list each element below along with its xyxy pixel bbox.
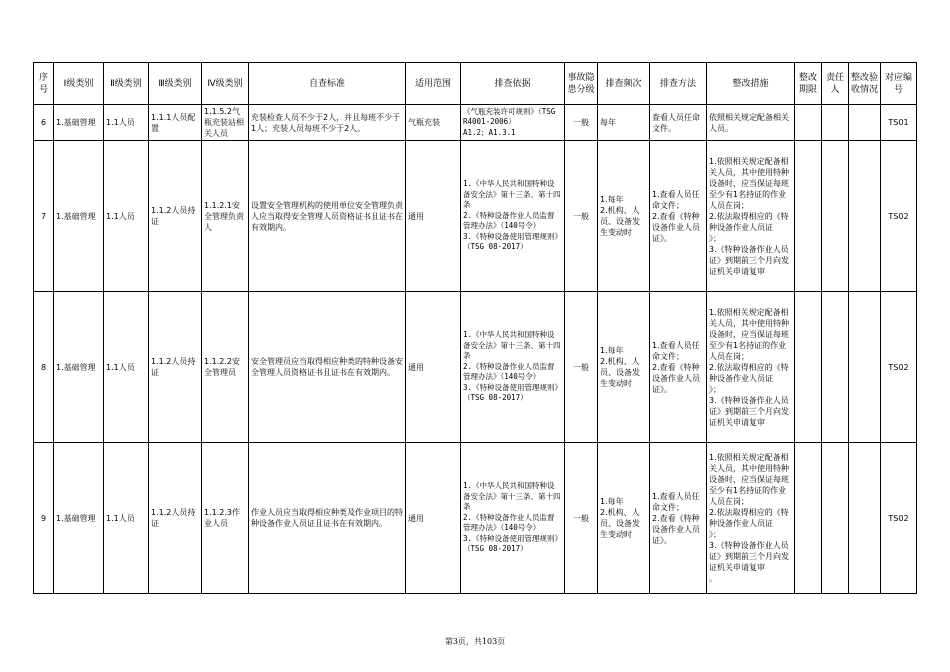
cell-scope: 通用 [406, 292, 461, 443]
cell-standard: 充装检查人员不少于2人，并且每班不少于1人；充装人员每班不少于2人。 [249, 105, 406, 141]
cell-deadline [795, 141, 822, 292]
table-row [34, 443, 917, 594]
header-method: 排查方法 [650, 63, 707, 105]
header-owner: 责任人 [822, 63, 849, 105]
header-scope: 适用范围 [406, 63, 461, 105]
cell-frequency: 每年 [598, 105, 650, 141]
cell-acceptance [849, 141, 881, 292]
page-footer: 第3页，共103页 [444, 637, 506, 646]
cell-level-4: 1.1.2.3作业人员 [202, 443, 249, 594]
cell-measures: 1.依照相关规定配备相关人员，其中使用特种设备时，应当保证每班至少有1名持证的作业人员在岗； 2.依法取得相应的《特种设备作业人员证 》； 3.《特种设备作业人员证》到期前三个月向发证机关申请复审 。 [707, 443, 795, 594]
cell-no: 7 [34, 141, 54, 292]
cell-acceptance [849, 292, 881, 443]
cell-level-2: 1.1人员 [104, 443, 149, 594]
cell-level-3: 1.1.2人员持证 [149, 141, 202, 292]
cell-grade: 一般 [565, 292, 598, 443]
cell-level-2: 1.1人员 [104, 105, 149, 141]
cell-acceptance [849, 105, 881, 141]
cell-no: 6 [34, 105, 54, 141]
cell-level-4: 1.1.2.1安全管理负责人 [202, 141, 249, 292]
cell-basis: 1.《中华人民共和国特种设备安全法》第十三条、第十四条 2.《特种设备作业人员监督管理办法》（140号令） 3.《特种设备使用管理规则》（TSG 08-2017） [461, 292, 565, 443]
cell-no: 8 [34, 292, 54, 443]
header-acceptance: 整改验收情况 [849, 63, 881, 105]
cell-basis: 1.《中华人民共和国特种设备安全法》第十三条、第十四条 2.《特种设备作业人员监督管理办法》（140号令） 3.《特种设备使用管理规则》（TSG 08-2017） [461, 443, 565, 594]
header-deadline: 整改期限 [795, 63, 822, 105]
cell-code: TS01 [881, 105, 917, 141]
cell-standard: 作业人员应当取得相应种类及作业项目的特种设备作业人员证且证书在有效期内。 [249, 443, 406, 594]
cell-grade: 一般 [565, 105, 598, 141]
cell-level-3: 1.1.2人员持证 [149, 292, 202, 443]
cell-basis: 1.《中华人民共和国特种设备安全法》第十三条、第十四条 2.《特种设备作业人员监督管理办法》（140号令） 3.《特种设备使用管理规则》（TSG 08-2017） [461, 141, 565, 292]
table-row [34, 292, 917, 443]
header-level-3: Ⅲ级类别 [149, 63, 202, 105]
cell-scope: 通用 [406, 443, 461, 594]
cell-level-2: 1.1人员 [104, 292, 149, 443]
header-measures: 整改措施 [707, 63, 795, 105]
cell-acceptance [849, 443, 881, 594]
cell-measures: 依照相关规定配备相关人员。 [707, 105, 795, 141]
cell-method: 查看人员任命文件。 [650, 105, 707, 141]
cell-scope: 气瓶充装 [406, 105, 461, 141]
cell-level-3: 1.1.2人员持证 [149, 443, 202, 594]
header-code: 对应编号 [881, 63, 917, 105]
table-row [34, 105, 917, 141]
cell-level-4: 1.1.2.2安全管理员 [202, 292, 249, 443]
header-standard: 自查标准 [249, 63, 406, 105]
header-level-1: Ⅰ级类别 [54, 63, 104, 105]
cell-owner [822, 105, 849, 141]
cell-level-4: 1.1.5.2气瓶充装站相关人员 [202, 105, 249, 141]
cell-no: 9 [34, 443, 54, 594]
cell-method: 1.查看人员任命文件； 2.查看《特种设备作业人员证》。 [650, 443, 707, 594]
cell-measures: 1.依照相关规定配备相关人员，其中使用特种设备时，应当保证每班至少有1名持证的作业人员在岗； 2.依法取得相应的《特种设备作业人员证 》； 3.《特种设备作业人员证》到期前三个月向发证机关申请复审 [707, 292, 795, 443]
cell-frequency: 1.每年 2.机构、人员、设备发生变动时 [598, 443, 650, 594]
header-no: 序号 [34, 63, 54, 105]
cell-owner [822, 292, 849, 443]
cell-level-1: 1.基础管理 [54, 443, 104, 594]
cell-measures: 1.依照相关规定配备相关人员，其中使用特种设备时，应当保证每班至少有1名持证的作业人员在岗； 2.依法取得相应的《特种设备作业人员证 》； 3.《特种设备作业人员证》到期前三个月向发证机关申请复审 [707, 141, 795, 292]
cell-deadline [795, 105, 822, 141]
cell-deadline [795, 443, 822, 594]
header-level-2: Ⅱ级类别 [104, 63, 149, 105]
cell-level-1: 1.基础管理 [54, 105, 104, 141]
cell-frequency: 1.每年 2.机构、人员、设备发生变动时 [598, 292, 650, 443]
header-level-4: Ⅳ级类别 [202, 63, 249, 105]
cell-owner [822, 141, 849, 292]
checklist-table [33, 62, 917, 594]
cell-method: 1.查看人员任命文件； 2.查看《特种设备作业人员证》。 [650, 292, 707, 443]
header-basis: 排查依据 [461, 63, 565, 105]
cell-code: TS02 [881, 292, 917, 443]
cell-level-1: 1.基础管理 [54, 292, 104, 443]
cell-standard: 安全管理员应当取得相应种类的特种设备安全管理人员资格证书且证书在有效期内。 [249, 292, 406, 443]
header-row [34, 63, 917, 105]
cell-level-1: 1.基础管理 [54, 141, 104, 292]
cell-level-3: 1.1.1人员配置 [149, 105, 202, 141]
cell-owner [822, 443, 849, 594]
header-frequency: 排查频次 [598, 63, 650, 105]
cell-scope: 通用 [406, 141, 461, 292]
cell-code: TS02 [881, 443, 917, 594]
cell-deadline [795, 292, 822, 443]
cell-frequency: 1.每年 2.机构、人员、设备发生变动时 [598, 141, 650, 292]
cell-grade: 一般 [565, 443, 598, 594]
cell-grade: 一般 [565, 141, 598, 292]
table-row [34, 141, 917, 292]
cell-code: TS02 [881, 141, 917, 292]
cell-standard: 设置安全管理机构的使用单位安全管理负责人应当取得安全管理人员资格证书且证书在有效期内。 [249, 141, 406, 292]
header-grade: 事故隐患分级 [565, 63, 598, 105]
cell-level-2: 1.1人员 [104, 141, 149, 292]
cell-basis: 《气瓶充装许可规则》（TSG R4001-2006） A1.2；A1.3.1 [461, 105, 565, 141]
cell-method: 1.查看人员任命文件； 2.查看《特种设备作业人员证》。 [650, 141, 707, 292]
